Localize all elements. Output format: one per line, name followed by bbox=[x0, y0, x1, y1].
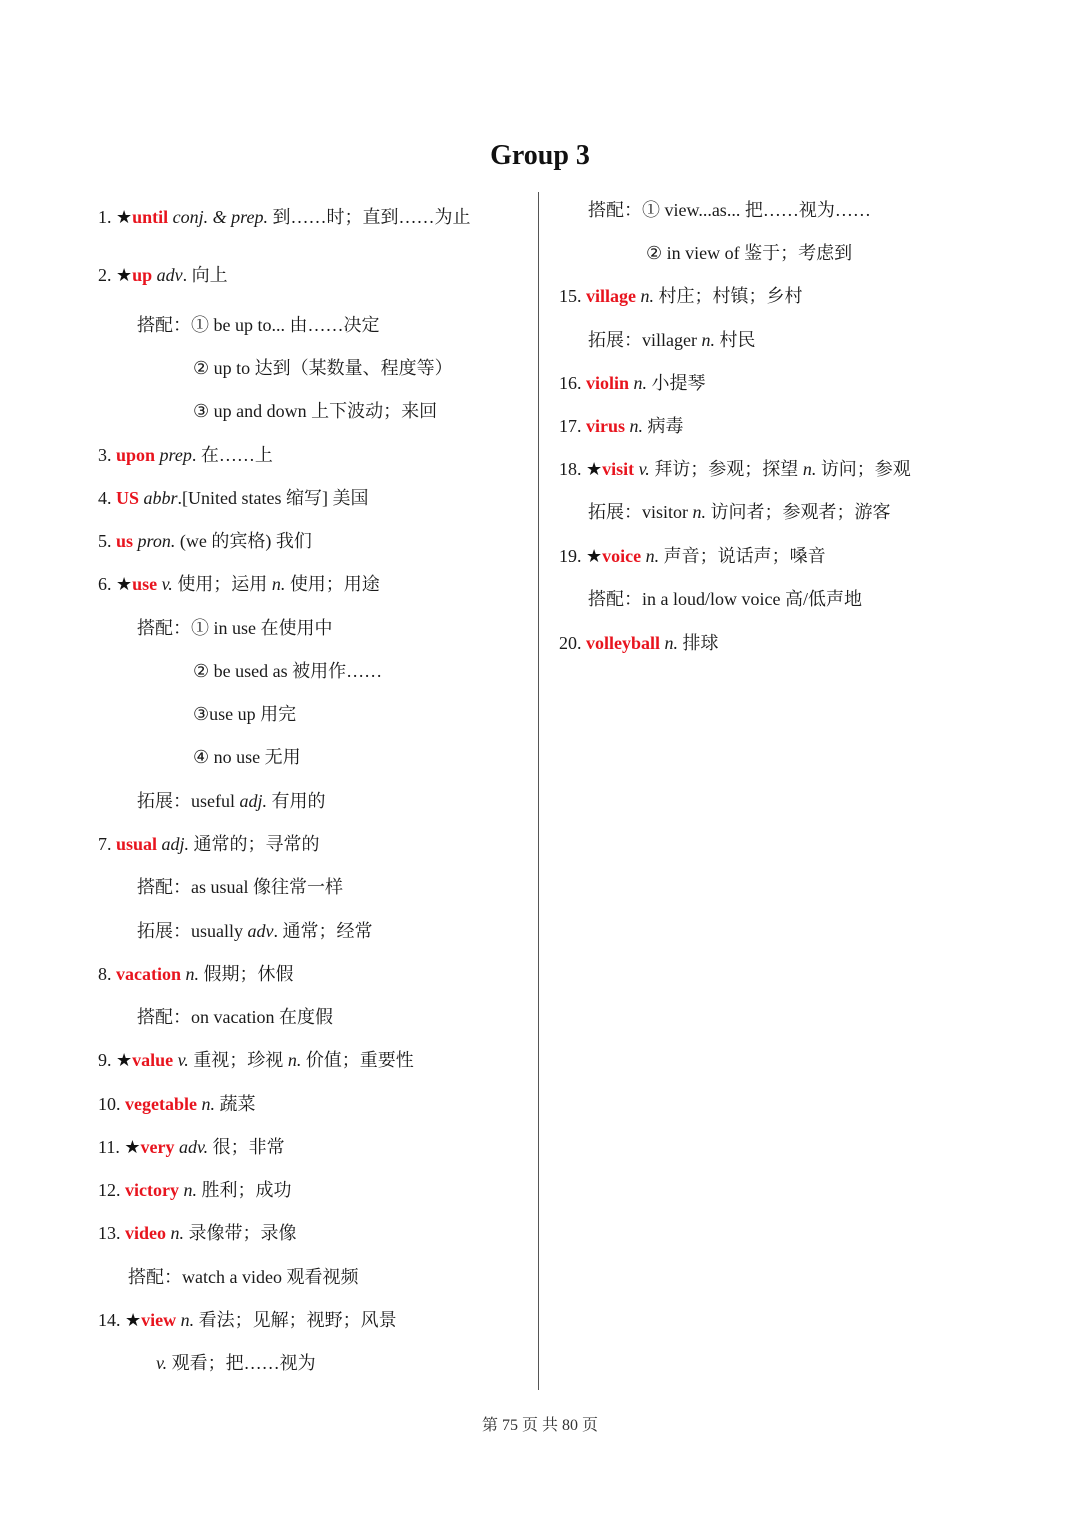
part-of-speech: n. bbox=[181, 964, 199, 984]
star-icon: ★ bbox=[586, 459, 603, 479]
line-text: 5. bbox=[98, 531, 116, 551]
vocab-word: until bbox=[132, 207, 169, 227]
vocab-word: visit bbox=[602, 459, 635, 479]
star-icon: ★ bbox=[125, 1310, 142, 1330]
line-text: 声音；说话声；嗓音 bbox=[659, 546, 826, 566]
line-text: ④ no use 无用 bbox=[193, 747, 301, 767]
line-text: 8. bbox=[98, 964, 116, 984]
line-text: ② be used as 被用作…… bbox=[193, 661, 383, 681]
vocab-line bbox=[559, 543, 826, 569]
line-text: 搭配：on vacation 在度假 bbox=[137, 1007, 333, 1027]
line-text: ③ up and down 上下波动；来回 bbox=[193, 401, 438, 421]
star-icon: ★ bbox=[124, 1137, 141, 1157]
vocab-line bbox=[588, 586, 862, 612]
vocab-line bbox=[137, 312, 380, 338]
vocab-line bbox=[137, 1004, 333, 1030]
line-text: 拓展：usually bbox=[137, 921, 248, 941]
line-text: 病毒 bbox=[643, 416, 684, 436]
vocab-word: village bbox=[586, 286, 636, 306]
line-text: 很；非常 bbox=[208, 1137, 285, 1157]
line-text: 通常的；寻常的 bbox=[189, 834, 320, 854]
line-text: 蔬菜 bbox=[214, 1094, 256, 1114]
vocab-line bbox=[193, 355, 453, 381]
vocab-line bbox=[98, 1134, 285, 1160]
part-of-speech: v. bbox=[634, 459, 650, 479]
vocab-line bbox=[588, 197, 871, 223]
line-text: 19. bbox=[559, 546, 586, 566]
part-of-speech: n. bbox=[287, 1050, 302, 1070]
line-text: 搭配：① be up to... 由……决定 bbox=[137, 315, 380, 335]
vocab-line bbox=[559, 630, 719, 656]
line-text: 价值；重要性 bbox=[301, 1050, 414, 1070]
line-text: 2. bbox=[98, 265, 116, 285]
vocab-line bbox=[98, 1047, 414, 1073]
line-text: 观看；把……视为 bbox=[167, 1353, 316, 1373]
vocab-line bbox=[98, 528, 312, 554]
line-text: 3. bbox=[98, 445, 116, 465]
line-text: 16. bbox=[559, 373, 586, 393]
vocab-line bbox=[98, 571, 380, 597]
vocab-word: vacation bbox=[116, 964, 181, 984]
part-of-speech: n. bbox=[178, 1180, 197, 1200]
vocab-line bbox=[98, 262, 228, 288]
vocab-line bbox=[137, 788, 326, 814]
vocab-line bbox=[559, 283, 803, 309]
line-text: 拓展：villager bbox=[588, 330, 702, 350]
line-text: . 向上 bbox=[182, 265, 228, 285]
part-of-speech: n. bbox=[802, 459, 817, 479]
vocab-line bbox=[98, 1091, 255, 1117]
vocab-word: victory bbox=[125, 1180, 179, 1200]
vocab-word: usual bbox=[116, 834, 158, 854]
line-text: 17. bbox=[559, 416, 586, 436]
line-text: 搭配：as usual 像往常一样 bbox=[137, 877, 343, 897]
vocab-line bbox=[588, 499, 891, 525]
vocab-word: voice bbox=[602, 546, 642, 566]
vocab-line bbox=[98, 1307, 397, 1333]
line-text: 20. bbox=[559, 633, 586, 653]
part-of-speech: prep bbox=[155, 445, 192, 465]
line-text: 村庄；村镇；乡村 bbox=[654, 286, 803, 306]
line-text: . 在……上 bbox=[191, 445, 273, 465]
part-of-speech: n. bbox=[271, 574, 286, 594]
line-text: 7. bbox=[98, 834, 116, 854]
part-of-speech: n. bbox=[196, 1094, 215, 1114]
part-of-speech: adv. bbox=[174, 1137, 209, 1157]
vocab-line bbox=[98, 485, 369, 511]
line-text: 使用；运用 bbox=[172, 574, 272, 594]
page-footer: 第 75 页 共 80 页 bbox=[481, 1417, 598, 1434]
line-text: . 通常；经常 bbox=[273, 921, 373, 941]
line-text: 胜利；成功 bbox=[196, 1180, 292, 1200]
line-text: 使用；用途 bbox=[285, 574, 380, 594]
line-text: 9. bbox=[98, 1050, 116, 1070]
part-of-speech: n. bbox=[636, 286, 654, 306]
line-text: 搭配：watch a video 观看视频 bbox=[128, 1267, 359, 1287]
page-title: Group 3 bbox=[490, 140, 590, 171]
part-of-speech: n. bbox=[692, 502, 707, 522]
vocab-word: vegetable bbox=[125, 1094, 197, 1114]
line-text: 拜访；参观；探望 bbox=[649, 459, 803, 479]
line-text: ③use up 用完 bbox=[193, 704, 297, 724]
vocab-word: virus bbox=[586, 416, 626, 436]
part-of-speech: adj. bbox=[157, 834, 190, 854]
line-text: 搭配：in a loud/low voice 高/低声地 bbox=[588, 589, 862, 609]
vocab-line bbox=[137, 874, 343, 900]
line-text: 13. bbox=[98, 1223, 125, 1243]
line-text: 15. bbox=[559, 286, 586, 306]
star-icon: ★ bbox=[116, 1050, 133, 1070]
line-text: ② in view of 鉴于；考虑到 bbox=[646, 243, 853, 263]
line-text: 访问者；参观者；游客 bbox=[706, 502, 891, 522]
vocab-line bbox=[98, 204, 471, 230]
part-of-speech: abbr bbox=[139, 488, 178, 508]
vocab-word: use bbox=[132, 574, 158, 594]
line-text: (we 的宾格) 我们 bbox=[175, 531, 312, 551]
vocab-word: video bbox=[125, 1223, 167, 1243]
part-of-speech: n. bbox=[660, 633, 679, 653]
vocab-line bbox=[156, 1350, 316, 1376]
part-of-speech: n. bbox=[166, 1223, 185, 1243]
vocab-line bbox=[559, 413, 684, 439]
part-of-speech: v. bbox=[173, 1050, 189, 1070]
vocab-word: US bbox=[116, 488, 140, 508]
vocab-line bbox=[588, 327, 755, 353]
line-text: 18. bbox=[559, 459, 586, 479]
vocab-line bbox=[193, 658, 382, 684]
line-text: 4. bbox=[98, 488, 116, 508]
vocab-word: up bbox=[132, 265, 153, 285]
star-icon: ★ bbox=[116, 265, 133, 285]
line-text: 村民 bbox=[714, 330, 756, 350]
vocab-word: value bbox=[132, 1050, 174, 1070]
vocab-line bbox=[98, 1220, 297, 1246]
vocab-line bbox=[137, 615, 333, 641]
line-text: 到……时；直到……为止 bbox=[268, 207, 471, 227]
star-icon: ★ bbox=[116, 574, 133, 594]
vocab-line bbox=[137, 918, 373, 944]
part-of-speech: n. bbox=[625, 416, 644, 436]
vocab-word: violin bbox=[586, 373, 630, 393]
part-of-speech: conj. & prep. bbox=[168, 207, 268, 227]
line-text: 重视；珍视 bbox=[188, 1050, 288, 1070]
line-text: 6. bbox=[98, 574, 116, 594]
vocab-line bbox=[98, 961, 294, 987]
vocab-line bbox=[98, 442, 273, 468]
line-text: 有用的 bbox=[267, 791, 326, 811]
vocab-word: us bbox=[116, 531, 134, 551]
vocab-line bbox=[98, 1177, 291, 1203]
vocab-word: view bbox=[141, 1310, 177, 1330]
star-icon: ★ bbox=[586, 546, 603, 566]
part-of-speech: adj. bbox=[239, 791, 268, 811]
line-text: 录像带；录像 bbox=[184, 1223, 297, 1243]
line-text: 12. bbox=[98, 1180, 125, 1200]
line-text: 11. bbox=[98, 1137, 125, 1157]
column-divider bbox=[538, 192, 539, 1390]
vocab-line bbox=[98, 831, 320, 857]
line-text: 排球 bbox=[678, 633, 719, 653]
part-of-speech: n. bbox=[629, 373, 648, 393]
vocab-line bbox=[193, 701, 296, 727]
line-text: 搭配：① in use 在使用中 bbox=[137, 618, 333, 638]
star-icon: ★ bbox=[116, 207, 133, 227]
part-of-speech: n. bbox=[641, 546, 660, 566]
vocab-word: very bbox=[140, 1137, 175, 1157]
part-of-speech: v. bbox=[157, 574, 173, 594]
vocab-line bbox=[559, 370, 706, 396]
part-of-speech: adv bbox=[152, 265, 183, 285]
line-text: ② up to 达到（某数量、程度等） bbox=[193, 358, 453, 378]
vocab-line bbox=[559, 456, 911, 482]
vocab-word: volleyball bbox=[586, 633, 661, 653]
line-text: .[United states 缩写] 美国 bbox=[177, 488, 369, 508]
vocab-line bbox=[128, 1264, 358, 1290]
line-text: 看法；见解；视野；风景 bbox=[194, 1310, 397, 1330]
line-text: 14. bbox=[98, 1310, 125, 1330]
line-text: 搭配：① view...as... 把……视为…… bbox=[588, 200, 871, 220]
vocab-word: upon bbox=[116, 445, 156, 465]
part-of-speech: v. bbox=[156, 1353, 168, 1373]
line-text: 10. bbox=[98, 1094, 125, 1114]
part-of-speech: pron. bbox=[133, 531, 176, 551]
vocab-line bbox=[193, 398, 437, 424]
part-of-speech: n. bbox=[701, 330, 715, 350]
line-text: 1. bbox=[98, 207, 116, 227]
line-text: 拓展：useful bbox=[137, 791, 240, 811]
vocab-line bbox=[646, 240, 852, 266]
line-text: 拓展：visitor bbox=[588, 502, 693, 522]
part-of-speech: n. bbox=[176, 1310, 195, 1330]
line-text: 访问；参观 bbox=[816, 459, 911, 479]
vocab-line bbox=[193, 744, 301, 770]
part-of-speech: adv bbox=[247, 921, 274, 941]
line-text: 小提琴 bbox=[647, 373, 706, 393]
line-text: 假期；休假 bbox=[199, 964, 294, 984]
